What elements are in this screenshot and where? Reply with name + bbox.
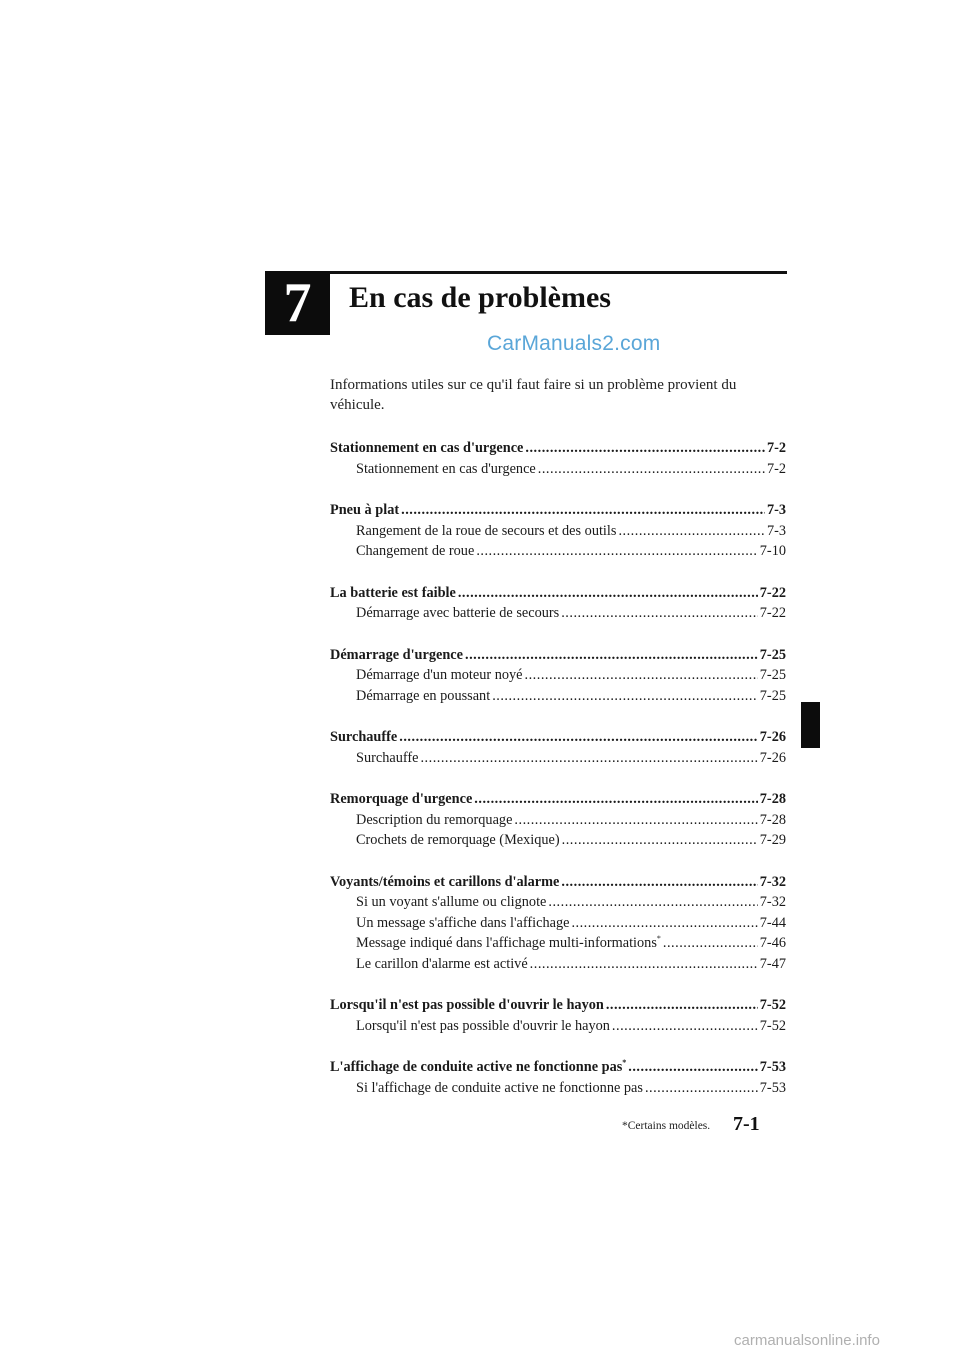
toc-page-number: 7-52 <box>759 997 786 1013</box>
toc-chapter-entry[interactable] <box>330 1059 786 1080</box>
toc-page-number: 7-3 <box>766 502 786 518</box>
toc-entry-label <box>330 502 399 519</box>
toc-chapter-entry[interactable] <box>330 997 786 1018</box>
toc-page-number: 7-52 <box>759 1017 786 1034</box>
toc-subentry[interactable] <box>330 688 786 709</box>
toc-subentry[interactable] <box>330 935 786 956</box>
toc-entry-text: Si un voyant s'allume ou clignote <box>356 894 547 910</box>
toc-subentry[interactable] <box>330 667 786 688</box>
footnote-marker: * <box>622 1059 627 1068</box>
toc-subentry[interactable] <box>330 956 786 977</box>
chapter-side-tab <box>801 702 820 748</box>
toc-chapter-entry[interactable] <box>330 647 786 668</box>
toc-entry-text: L'affichage de conduite active ne fonctionne pas <box>330 1059 623 1075</box>
toc-leader-dots <box>618 523 764 540</box>
footnote: *Certains modèles. <box>622 1120 711 1132</box>
toc-entry-text: Surchauffe <box>356 749 419 766</box>
toc-leader-dots <box>458 585 758 602</box>
toc-page-number: 7-22 <box>759 605 786 621</box>
toc-entry-text: Démarrage d'un moteur noyé <box>356 667 523 683</box>
watermark-logo: CarManuals2.com <box>487 332 661 355</box>
toc-chapter-entry[interactable] <box>330 791 786 812</box>
toc-page-number: 7-26 <box>759 729 786 745</box>
toc-leader-dots <box>561 605 758 622</box>
toc-entry-label <box>330 1059 626 1076</box>
toc-section <box>330 997 786 1038</box>
toc-subentry[interactable] <box>330 915 786 936</box>
toc-leader-dots <box>420 750 757 767</box>
toc-entry-label <box>356 894 546 911</box>
toc-entry-text: Message indiqué dans l'affichage multi-informations <box>356 935 657 951</box>
page-number: 7-1 <box>733 1113 760 1135</box>
toc-entry-label <box>356 605 559 622</box>
toc-page-number: 7-47 <box>759 955 786 972</box>
toc-page-number: 7-32 <box>759 894 786 910</box>
toc-entry-text: Un message s'affiche dans l'affichage <box>356 914 570 931</box>
toc-entry-label <box>330 874 559 891</box>
toc-entry-text: Changement de roue <box>356 543 475 559</box>
toc-entry-text: Lorsqu'il n'est pas possible d'ouvrir le hayon <box>356 1017 610 1034</box>
toc-page-number: 7-28 <box>759 811 786 828</box>
toc-entry-label <box>330 729 397 746</box>
toc-entry-label <box>330 440 523 457</box>
toc-entry-text: Voyants/témoins et carillons d'alarme <box>330 873 560 890</box>
toc-leader-dots <box>628 1059 758 1076</box>
toc-section <box>330 502 786 564</box>
toc-subentry[interactable] <box>330 523 786 544</box>
toc-entry-text: Démarrage en poussant <box>356 687 491 704</box>
toc-leader-dots <box>474 791 757 808</box>
toc-entry-label <box>330 791 472 808</box>
toc-entry-text: Remorquage d'urgence <box>330 791 473 807</box>
toc-page-number: 7-10 <box>759 543 786 559</box>
toc-entry-label <box>356 667 523 684</box>
toc-entry-label <box>356 688 490 705</box>
footnote-marker: * <box>656 935 661 944</box>
toc-section <box>330 791 786 853</box>
toc-leader-dots <box>538 461 765 478</box>
toc-subentry[interactable] <box>330 605 786 626</box>
toc-section <box>330 1059 786 1100</box>
toc-subentry[interactable] <box>330 894 786 915</box>
toc-entry-label <box>356 832 560 849</box>
chapter-title: En cas de problèmes <box>349 281 611 314</box>
chapter-number-badge: 7 <box>265 271 330 335</box>
toc-section <box>330 647 786 709</box>
toc-leader-dots <box>562 832 758 849</box>
table-of-contents <box>330 440 786 1121</box>
toc-subentry[interactable] <box>330 461 786 482</box>
toc-entry-label <box>330 585 456 602</box>
toc-page-number: 7-2 <box>766 440 786 456</box>
toc-page-number: 7-2 <box>766 460 786 477</box>
toc-section <box>330 440 786 481</box>
toc-entry-label <box>356 956 528 973</box>
toc-leader-dots <box>645 1080 758 1097</box>
toc-entry-label <box>356 915 569 932</box>
toc-leader-dots <box>612 1018 758 1035</box>
footer-watermark: carmanualsonline.info <box>734 1332 880 1349</box>
toc-page-number: 7-32 <box>759 873 786 890</box>
toc-leader-dots <box>492 688 758 705</box>
toc-subentry[interactable] <box>330 1018 786 1039</box>
toc-entry-label <box>356 812 512 829</box>
toc-page-number: 7-44 <box>759 914 786 931</box>
toc-subentry[interactable] <box>330 1080 786 1101</box>
toc-entry-text: Crochets de remorquage (Mexique) <box>356 832 560 848</box>
toc-subentry[interactable] <box>330 832 786 853</box>
toc-entry-text: Stationnement en cas d'urgence <box>330 440 524 456</box>
toc-page-number: 7-28 <box>759 791 786 807</box>
toc-leader-dots <box>399 729 758 746</box>
toc-entry-text: Démarrage d'urgence <box>330 646 463 663</box>
toc-chapter-entry[interactable] <box>330 502 786 523</box>
toc-leader-dots <box>476 543 757 560</box>
toc-leader-dots <box>465 647 758 664</box>
toc-leader-dots <box>401 502 765 519</box>
toc-entry-text: Pneu à plat <box>330 502 400 518</box>
chapter-intro: Informations utiles sur ce qu'il faut faire si un problème provient du véhicule. <box>330 377 737 413</box>
toc-entry-text: Lorsqu'il n'est pas possible d'ouvrir le hayon <box>330 997 604 1013</box>
toc-leader-dots <box>606 997 758 1014</box>
toc-page-number: 7-25 <box>759 687 786 704</box>
toc-leader-dots <box>525 667 758 684</box>
toc-chapter-entry[interactable] <box>330 874 786 895</box>
toc-entry-text: La batterie est faible <box>330 584 456 601</box>
toc-page-number: 7-53 <box>759 1059 786 1075</box>
toc-entry-label <box>330 997 604 1014</box>
toc-subentry[interactable] <box>330 750 786 771</box>
toc-leader-dots <box>571 915 757 932</box>
toc-section <box>330 585 786 626</box>
toc-entry-label <box>356 461 536 478</box>
toc-entry-text: Description du remorquage <box>356 811 513 828</box>
chapter-header-rule <box>330 271 787 274</box>
toc-chapter-entry[interactable] <box>330 440 786 461</box>
toc-leader-dots <box>663 935 758 952</box>
toc-section <box>330 874 786 977</box>
toc-leader-dots <box>525 440 765 457</box>
toc-page-number: 7-46 <box>759 935 786 951</box>
toc-page-number: 7-29 <box>759 832 786 848</box>
toc-entry-text: Stationnement en cas d'urgence <box>356 460 536 477</box>
toc-leader-dots <box>514 812 757 829</box>
toc-leader-dots <box>561 874 757 891</box>
toc-entry-label <box>356 935 661 952</box>
toc-page-number: 7-25 <box>759 667 786 683</box>
toc-entry-label <box>330 647 463 664</box>
toc-entry-label <box>356 523 616 540</box>
toc-subentry[interactable] <box>330 812 786 833</box>
toc-chapter-entry[interactable] <box>330 585 786 606</box>
toc-section <box>330 729 786 770</box>
toc-entry-text: Si l'affichage de conduite active ne fonctionne pas <box>356 1079 643 1096</box>
toc-page-number: 7-3 <box>766 522 786 539</box>
toc-page-number: 7-25 <box>759 646 786 663</box>
toc-page-number: 7-22 <box>759 584 786 601</box>
toc-entry-text: Le carillon d'alarme est activé <box>356 955 528 972</box>
toc-entry-label <box>356 1080 643 1097</box>
toc-entry-label <box>356 750 418 767</box>
toc-leader-dots <box>548 894 757 911</box>
toc-entry-label <box>356 1018 610 1035</box>
toc-entry-text: Démarrage avec batterie de secours <box>356 605 560 621</box>
toc-page-number: 7-26 <box>759 749 786 766</box>
toc-entry-label <box>356 543 474 560</box>
toc-chapter-entry[interactable] <box>330 729 786 750</box>
toc-page-number: 7-53 <box>759 1079 786 1096</box>
toc-entry-text: Surchauffe <box>330 729 398 745</box>
toc-leader-dots <box>530 956 758 973</box>
toc-subentry[interactable] <box>330 543 786 564</box>
toc-entry-text: Rangement de la roue de secours et des outils <box>356 522 617 539</box>
